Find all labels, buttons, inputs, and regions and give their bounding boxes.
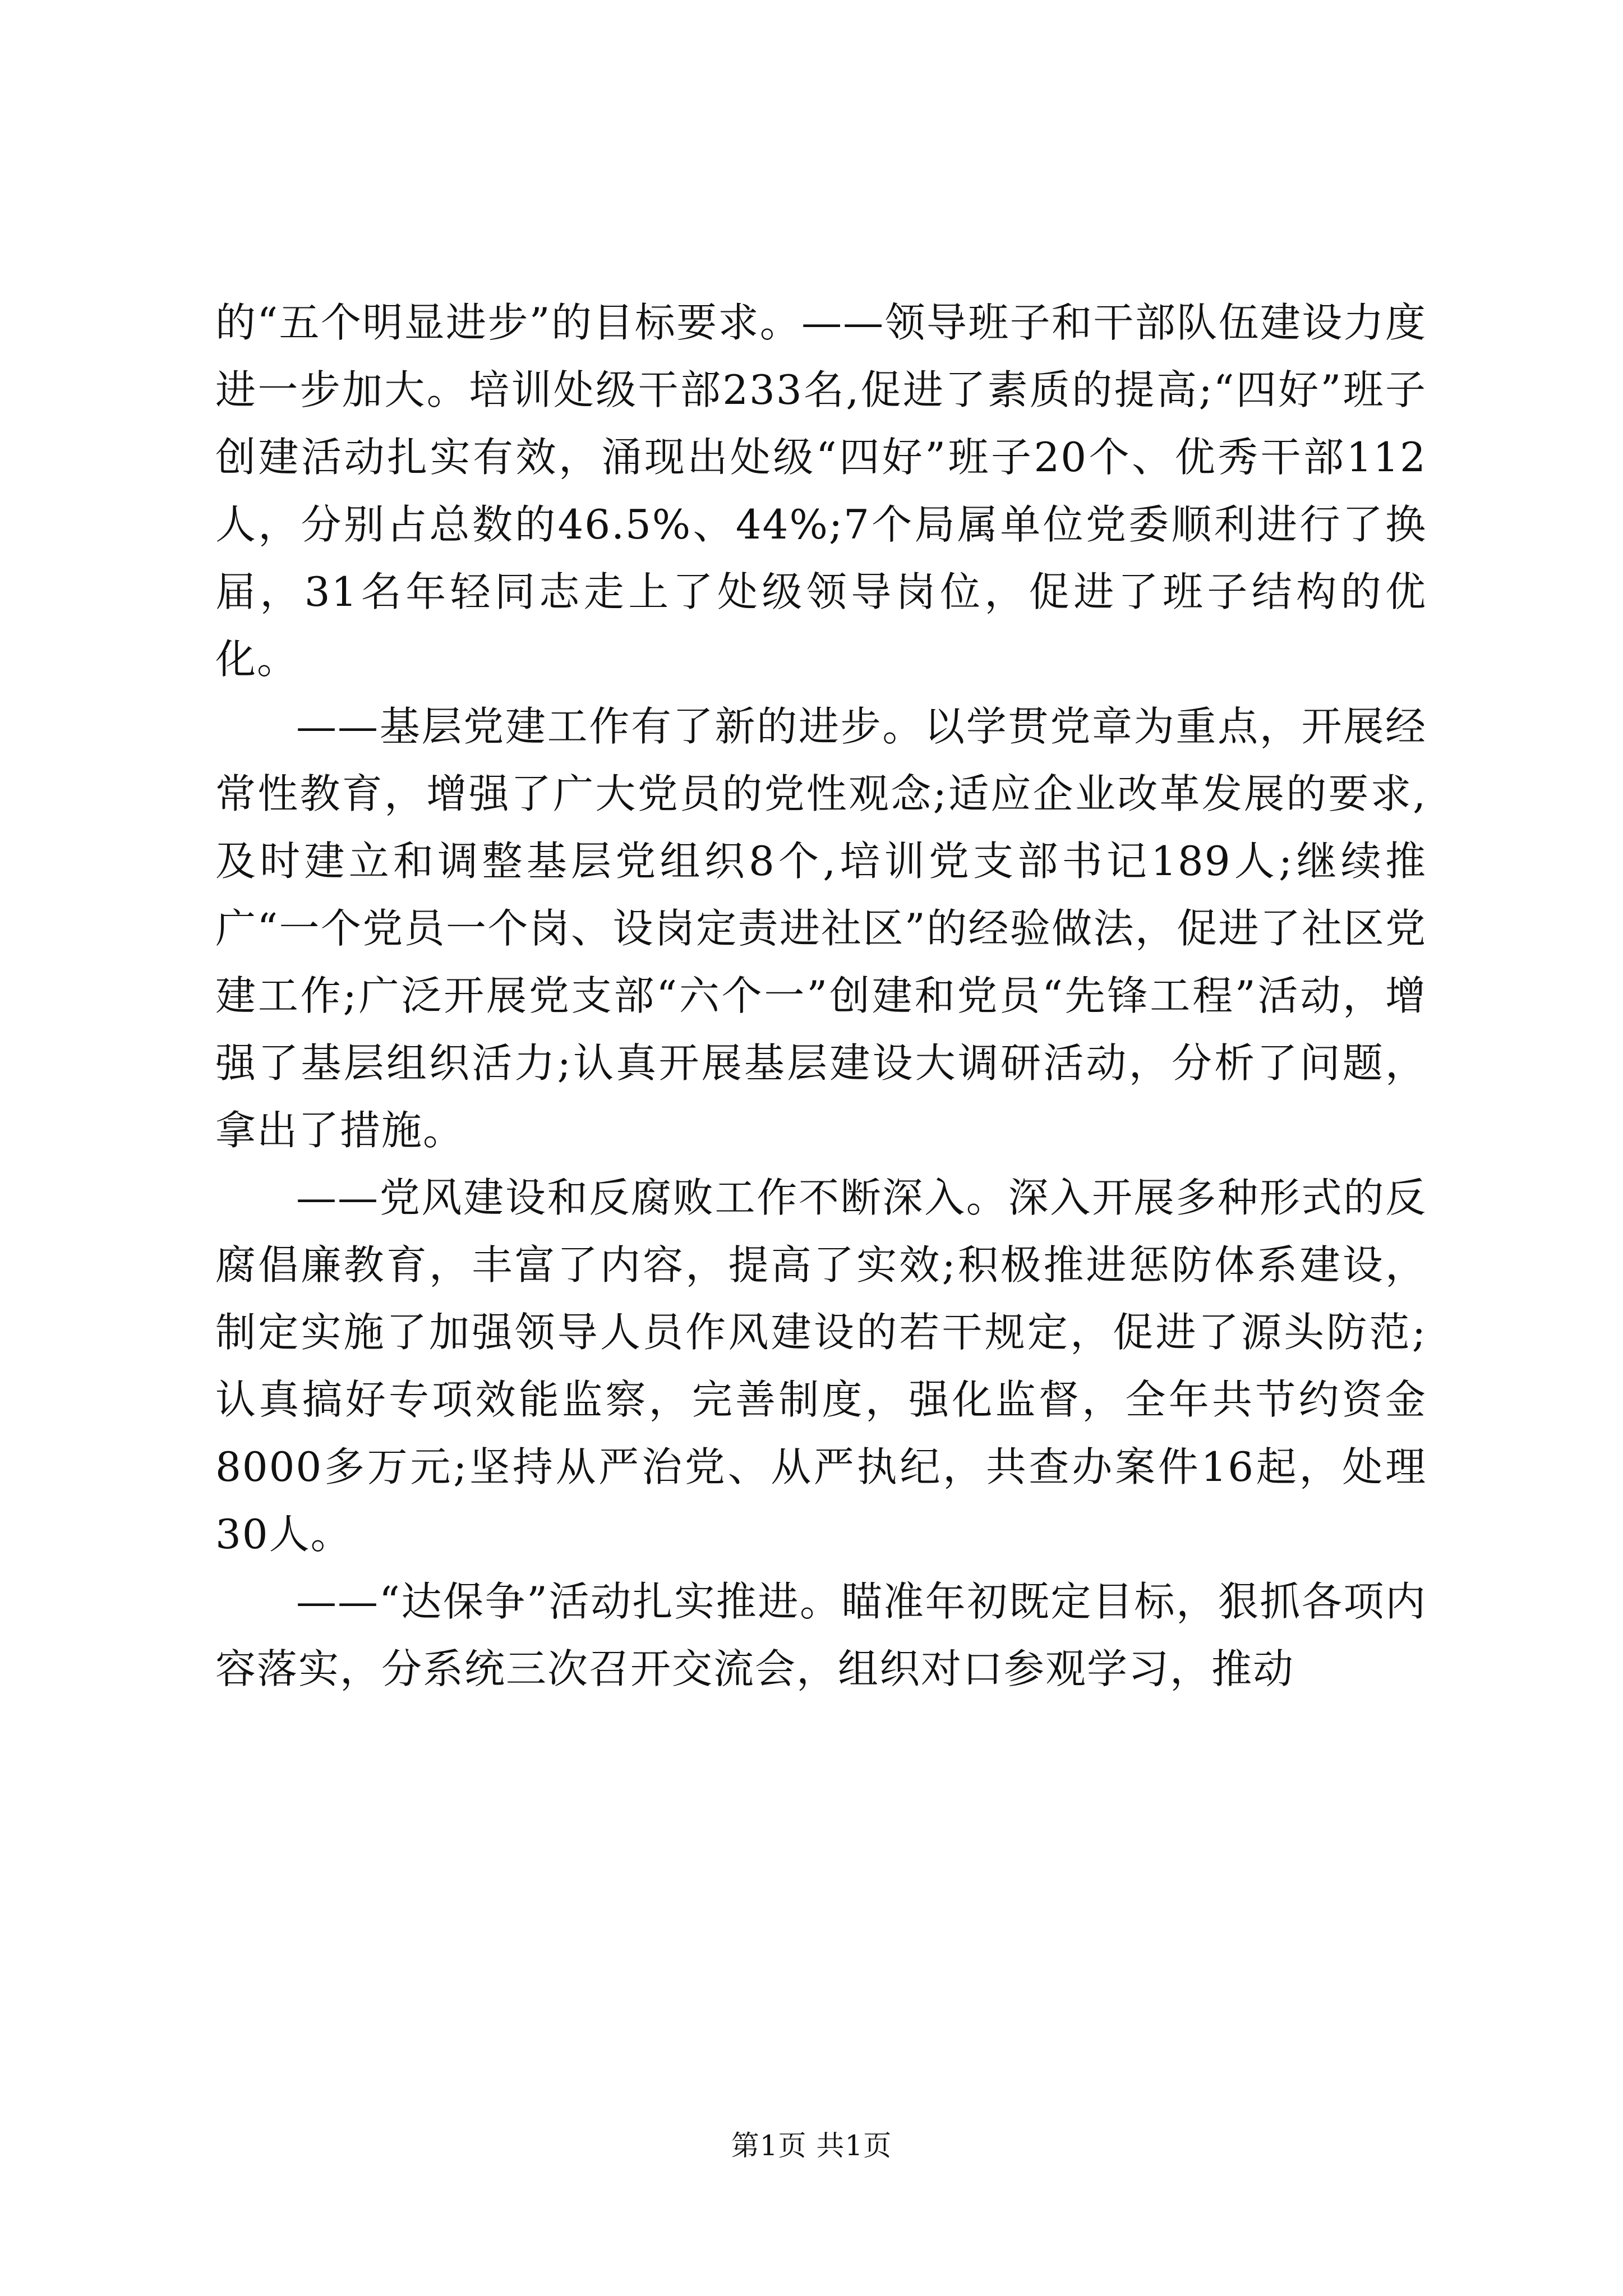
paragraph-2: ——基层党建工作有了新的进步。以学贯党章为重点，开展经常性教育，增强了广大党员的党性观念;适应企业改革发展的要求,及时建立和调整基层党组织8个,培训党支部书记189人;继续推广“一个党员一个岗、设岗定责进社区”的经验做法，促进了社区党建工作;广泛开展党支部“六个一”创建和党员“先锋工程”活动，增强了基层组织活力;认真开展基层建设大调研活动，分析了问题，拿出了措施。 bbox=[215, 703, 1427, 1154]
page-footer: 第1页 共1页 bbox=[731, 2129, 892, 2162]
paragraph-1: 的“五个明显进步”的目标要求。——领导班子和干部队伍建设力度进一步加大。培训处级干部233名,促进了素质的提高;“四好”班子创建活动扎实有效，涌现出处级“四好”班子20个、优秀干部112人，分别占总数的46.5%、44%;7个局属单位党委顺利进行了换届，31名年轻同志走上了处级领导岗位，促进了班子结构的优化。 bbox=[215, 299, 1427, 683]
paragraph-3: ——党风建设和反腐败工作不断深入。深入开展多种形式的反腐倡廉教育，丰富了内容，提高了实效;积极推进惩防体系建设，制定实施了加强领导人员作风建设的若干规定，促进了源头防范;认真搞好专项效能监察，完善制度，强化监督，全年共节约资金8000多万元;坚持从严治党、从严执纪，共查办案件16起，处理30人。 bbox=[215, 1174, 1427, 1558]
paragraph-4: ——“达保争”活动扎实推进。瞄准年初既定目标，狠抓各项内容落实，分系统三次召开交流会，组织对口参观学习，推动 bbox=[215, 1578, 1427, 1692]
document-body bbox=[215, 289, 1427, 1703]
